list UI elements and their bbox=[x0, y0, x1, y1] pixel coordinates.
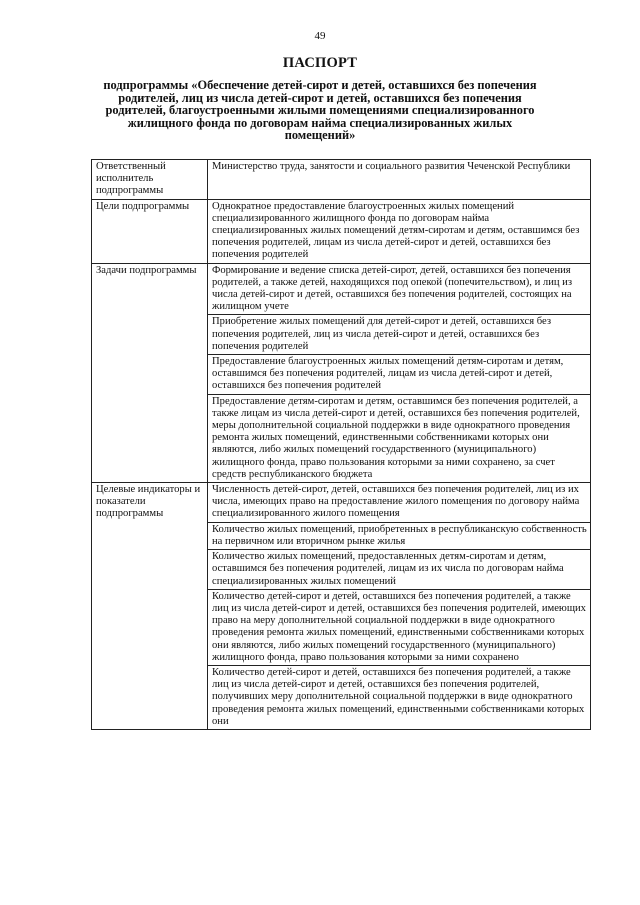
task-item: Формирование и ведение списка детей-сирот, детей, оставшихся без попечения родителей, а также детей, находящихся под опекой (попечительством), и лиц из числа детей-сирот и детей, оставшихся без попечения родителей, состоящих на жилищном учете bbox=[208, 263, 591, 315]
table-row-goals bbox=[92, 199, 591, 263]
indicator-item: Численность детей-сирот, детей, оставшихся без попечения родителей, лиц из их числа, имеющих право на предоставление жилого помещения по договору найма специализированного жилого помещения bbox=[208, 483, 591, 523]
row-label-tasks: Задачи подпрограммы bbox=[92, 263, 208, 482]
page-number: 49 bbox=[314, 30, 326, 42]
row-value-goals: Однократное предоставление благоустроенных жилых помещений специализированного жилищного фонда по договорам найма специализированных жилых помещений детям-сиротам и детям, оставшимся без попечения родителей, лицам из числа детей-сирот и детей, оставшихся без попечения родителей bbox=[208, 199, 591, 263]
indicator-item: Количество детей-сирот и детей, оставшихся без попечения родителей, а также лиц из числа детей-сирот и детей, оставшихся без попечения родителей, получивших меру дополнительной социальной поддержки в виде однократного проведения ремонта жилых помещений, единственными собственниками которых они bbox=[208, 665, 591, 729]
table-row-responsible bbox=[92, 160, 591, 200]
task-item: Предоставление благоустроенных жилых помещений детям-сиротам и детям, оставшимся без попечения родителей, лицам из числа детей-сирот и детей, оставшихся без попечения родителей bbox=[208, 355, 591, 395]
indicator-item: Количество жилых помещений, предоставленных детям-сиротам и детям, оставшимся без попечения родителей, лицам из их числа по договорам найма специализированных жилых помещений bbox=[208, 550, 591, 590]
row-value-responsible: Министерство труда, занятости и социального развития Чеченской Республики bbox=[208, 160, 591, 200]
indicator-item: Количество жилых помещений, приобретенных в республиканскую собственность на первичном или вторичном рынке жилья bbox=[208, 522, 591, 549]
row-label-goals: Цели подпрограммы bbox=[92, 199, 208, 263]
document-subtitle: подпрограммы «Обеспечение детей-сирот и детей, оставшихся без попечения родителей, лиц из числа детей-сирот и детей, оставшихся без попечения родителей, благоустроенными жилыми помещениями специализированного жилищного фонда по договорам найма специализированных жилых помещений» bbox=[103, 78, 537, 143]
table-row-task bbox=[92, 263, 591, 315]
task-item: Приобретение жилых помещений для детей-сирот и детей, оставшихся без попечения родителей, лиц из числа детей-сирот и детей, оставшихся без попечения родителей bbox=[208, 315, 591, 355]
passport-table bbox=[91, 159, 591, 730]
table-row-indicator bbox=[92, 483, 591, 523]
row-label-indicators: Целевые индикаторы и показатели подпрограммы bbox=[92, 483, 208, 730]
row-label-responsible: Ответственный исполнитель подпрограммы bbox=[92, 160, 208, 200]
task-item: Предоставление детям-сиротам и детям, оставшимся без попечения родителей, а также лицам из числа детей-сирот и детей, оставшихся без попечения родителей, меры дополнительной социальной поддержки в виде однократного проведения ремонта жилых помещений, единственными собственниками которых они являются, либо жилых помещений государственного (муниципального) жилищного фонда, право пользования которыми за ними сохранено, за счет средств республиканского бюджета bbox=[208, 394, 591, 482]
document-title: ПАСПОРТ bbox=[282, 55, 358, 71]
indicator-item: Количество детей-сирот и детей, оставшихся без попечения родителей, а также лиц из числа детей-сирот и детей, оставшихся без попечения родителей, имеющих право на меру дополнительной социальной поддержки в виде однократного проведения ремонта жилых помещений, единственными собственниками которых они являются, либо жилых помещений государственного (муниципального) жилищного фонда, право пользования которыми за ними сохранено bbox=[208, 589, 591, 665]
